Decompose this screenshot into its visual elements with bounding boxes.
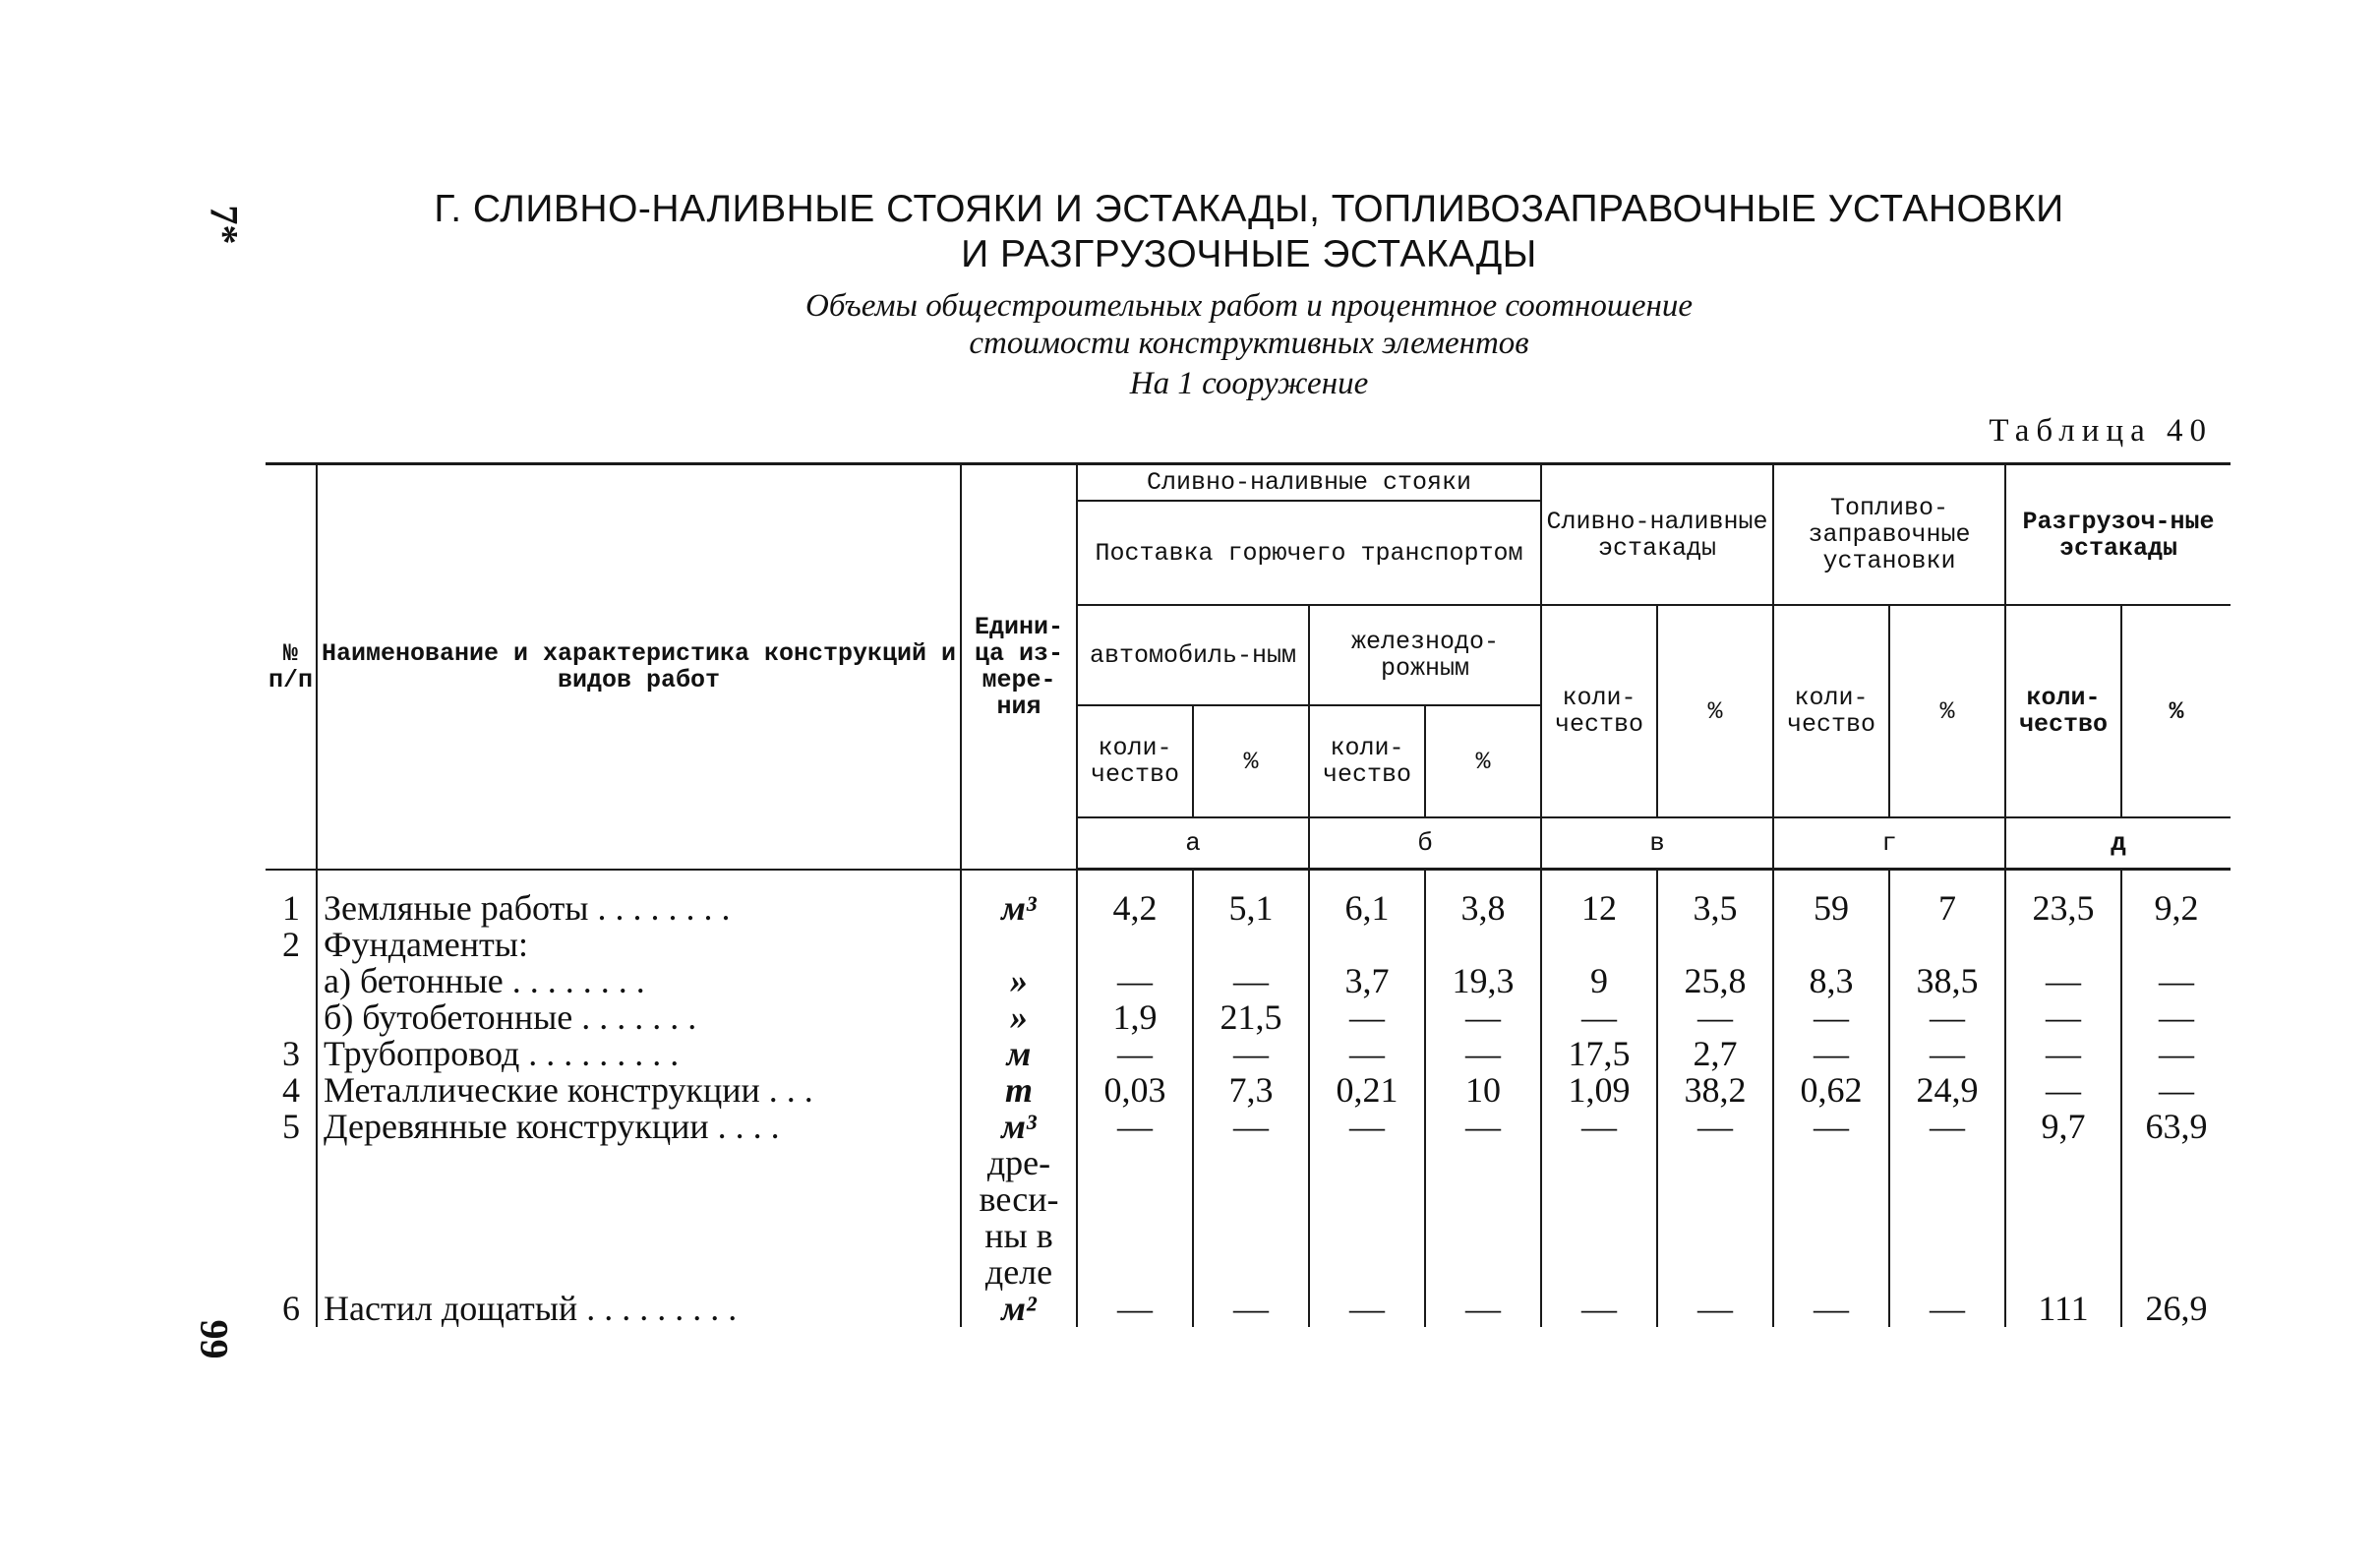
row-value [1193,927,1309,963]
row-value: 59 [1773,870,1889,928]
table-header [266,464,2231,870]
row-value: — [1541,1291,1657,1327]
row-value: — [1773,999,1889,1036]
table-row [266,927,2231,963]
row-value: — [1425,1036,1541,1072]
table-row [266,963,2231,999]
row-unit: м² [961,1291,1077,1327]
header-estakady: Сливно-наливные эстакады [1541,464,1773,606]
header-letter-v: в [1541,817,1773,870]
table-row [266,1109,2231,1145]
row-value [2121,1145,2231,1291]
row-value [1773,1145,1889,1291]
row-value: 25,8 [1657,963,1773,999]
row-value: 19,3 [1425,963,1541,999]
table-row [266,1036,2231,1072]
row-value: 3,5 [1657,870,1773,928]
row-value [1541,1145,1657,1291]
section-heading [275,187,2223,277]
row-unit: м [961,1036,1077,1072]
header-name: Наименование и характеристика конструкций и видов работ [317,464,961,870]
row-value: 111 [2005,1291,2121,1327]
row-value [1077,927,1193,963]
row-number: 5 [282,1107,300,1146]
row-value: — [1193,963,1309,999]
row-value: 10 [1425,1072,1541,1109]
row-value [2005,1145,2121,1291]
row-unit: » [961,963,1077,999]
row-name: Деревянные конструкции . . . . [317,1109,961,1145]
row-value [1541,927,1657,963]
row-value [1657,927,1773,963]
row-number [266,999,317,1036]
row-value: — [1309,1109,1425,1145]
header-razgruz-pct: % [2121,605,2231,817]
header-toplivo: Топливо-заправочные установки [1773,464,2005,606]
header-rail: железнодо-рожным [1309,605,1541,705]
header-letter-b: б [1309,817,1541,870]
row-value: — [2121,999,2231,1036]
header-delivery: Поставка горючего транспортом [1077,501,1541,605]
row-value: — [1425,1291,1541,1327]
row-name: б) бутобетонные . . . . . . . [317,999,961,1036]
row-value: 63,9 [2121,1109,2231,1145]
row-value: — [1425,999,1541,1036]
table-row [266,1291,2231,1327]
row-value: 3,8 [1425,870,1541,928]
row-value: — [1773,1036,1889,1072]
row-value [2005,927,2121,963]
row-value: 3,7 [1309,963,1425,999]
row-unit: » [961,999,1077,1036]
row-value: 4,2 [1077,870,1193,928]
header-auto: автомобиль-ным [1077,605,1309,705]
row-value: — [2005,999,2121,1036]
header-razgruz-qty: коли-чество [2005,605,2121,817]
section-heading-line-2: И РАЗГРУЗОЧНЫЕ ЭСТАКАДЫ [961,233,1537,275]
row-value [2121,927,2231,963]
row-name: а) бетонные . . . . . . . . [317,963,961,999]
row-value: — [2121,1072,2231,1109]
row-name: Земляные работы . . . . . . . . [317,870,961,928]
volumes-table [266,462,2231,1327]
header-razgruz: Разгрузоч-ные эстакады [2005,464,2231,606]
row-value: — [1773,1109,1889,1145]
row-value: — [1657,1291,1773,1327]
row-value: — [1077,963,1193,999]
header-toplivo-pct: % [1889,605,2005,817]
row-value: 12 [1541,870,1657,928]
row-number: 6 [282,1289,300,1328]
row-value [1773,927,1889,963]
row-name: Настил дощатый . . . . . . . . . [317,1291,961,1327]
table-row [266,870,2231,928]
row-unit: м³ [961,870,1077,928]
row-value: 1,09 [1541,1072,1657,1109]
row-value: — [1309,999,1425,1036]
row-value [1309,1145,1425,1291]
row-value: — [1077,1036,1193,1072]
header-rail-pct: % [1425,705,1541,817]
row-value [1889,927,2005,963]
row-value: 21,5 [1193,999,1309,1036]
row-value: — [1193,1109,1309,1145]
header-estakady-qty: коли-чество [1541,605,1657,817]
row-value: — [1193,1036,1309,1072]
header-auto-pct: % [1193,705,1309,817]
row-name: Фундаменты: [317,927,961,963]
row-value: 38,5 [1889,963,2005,999]
row-value: — [1657,1109,1773,1145]
row-name: Трубопровод . . . . . . . . . [317,1036,961,1072]
row-number: 1 [282,887,300,928]
header-unit: Едини-ца из-мере-ния [961,464,1077,870]
row-unit: т [961,1072,1077,1109]
row-unit [961,927,1077,963]
row-number: 3 [282,1034,300,1073]
table-row [266,999,2231,1036]
row-value: — [1077,1109,1193,1145]
row-number: 4 [282,1070,300,1110]
row-value: — [1541,1109,1657,1145]
row-value [1657,1145,1773,1291]
row-value: 9 [1541,963,1657,999]
header-toplivo-qty: коли-чество [1773,605,1889,817]
row-value: 0,62 [1773,1072,1889,1109]
header-letter-a: а [1077,817,1309,870]
row-value: 9,7 [2005,1109,2121,1145]
header-auto-qty: коли-чество [1077,705,1193,817]
row-value: — [1077,1291,1193,1327]
sheet-signature-mark: 7* [202,205,247,245]
row-number [266,963,317,999]
row-value [1193,1145,1309,1291]
table-number: Таблица 40 [1989,413,2213,449]
row-value: 9,2 [2121,870,2231,928]
row-value: 7 [1889,870,2005,928]
row-number: 2 [282,925,300,964]
row-value: — [2121,1036,2231,1072]
row-value: 0,03 [1077,1072,1193,1109]
row-value: 5,1 [1193,870,1309,928]
row-value: 23,5 [2005,870,2121,928]
table-caption [275,287,2223,362]
row-value [1425,927,1541,963]
row-number [266,1145,317,1291]
row-value: — [1425,1109,1541,1145]
row-value: — [1193,1291,1309,1327]
row-value: 1,9 [1077,999,1193,1036]
header-letter-g: г [1773,817,2005,870]
row-name [317,1145,961,1291]
row-value: 17,5 [1541,1036,1657,1072]
header-rail-qty: коли-чество [1309,705,1425,817]
row-name: Металлические конструкции . . . [317,1072,961,1109]
row-value: — [1889,1109,2005,1145]
row-value: 24,9 [1889,1072,2005,1109]
row-value: — [2005,1036,2121,1072]
row-value [1077,1145,1193,1291]
row-value [1425,1145,1541,1291]
row-value: — [1309,1036,1425,1072]
row-value: — [1541,999,1657,1036]
table-caption-line-1: Объемы общестроительных работ и процентное соотношение [804,288,1694,324]
row-value [1889,1145,2005,1291]
page-number: 99 [192,1319,237,1359]
row-unit: м³ [961,1109,1077,1145]
row-value [1309,927,1425,963]
row-unit: дре-веси-ны в деле [961,1145,1077,1291]
row-value: 6,1 [1309,870,1425,928]
row-value: 8,3 [1773,963,1889,999]
row-value: 2,7 [1657,1036,1773,1072]
row-value: — [1309,1291,1425,1327]
measure-unit-note: На 1 сооружение [1129,366,1369,401]
row-value: 7,3 [1193,1072,1309,1109]
row-value: — [1889,999,2005,1036]
row-value: — [2121,963,2231,999]
row-value: — [1889,1036,2005,1072]
row-value: — [1773,1291,1889,1327]
section-heading-line-1: Г. СЛИВНО-НАЛИВНЫЕ СТОЯКИ И ЭСТАКАДЫ, ТОПЛИВОЗАПРАВОЧНЫЕ УСТАНОВКИ [434,188,2064,230]
row-value: — [2005,1072,2121,1109]
row-value: — [1889,1291,2005,1327]
row-value: 38,2 [1657,1072,1773,1109]
header-stoyaki-group: Сливно-наливные стояки [1077,464,1541,502]
row-value: — [1657,999,1773,1036]
header-letter-d: д [2005,817,2231,870]
row-value: 26,9 [2121,1291,2231,1327]
table-row [266,1072,2231,1109]
header-estakady-pct: % [1657,605,1773,817]
row-value: — [2005,963,2121,999]
header-number: № п/п [266,464,317,870]
table-caption-line-2: стоимости конструктивных элементов [969,326,1529,361]
table-row [266,1145,2231,1291]
table-body [266,870,2231,1328]
row-value: 0,21 [1309,1072,1425,1109]
